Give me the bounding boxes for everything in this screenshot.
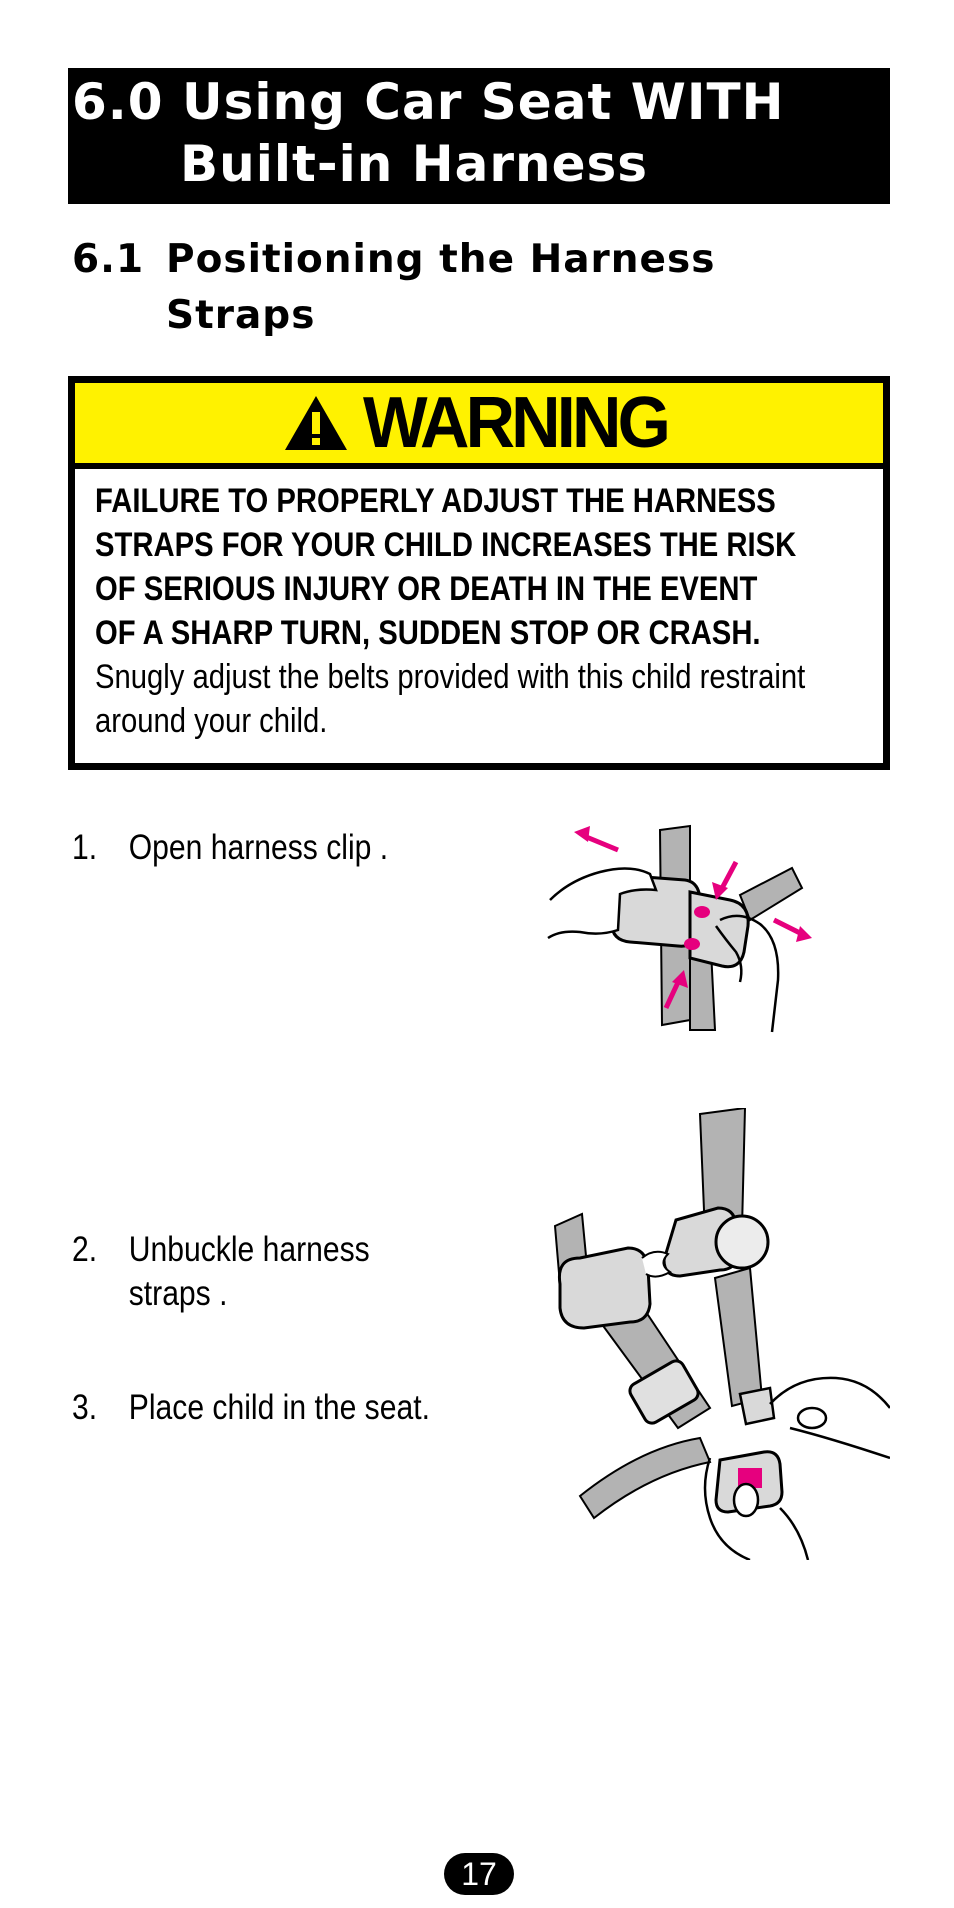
warning-normal-line: around your child. — [95, 702, 328, 740]
warning-title: WARNING — [362, 383, 667, 463]
warning-box — [68, 376, 890, 770]
step-text: straps . — [128, 1274, 228, 1313]
buckle-tongue — [740, 1388, 774, 1424]
clip-release-button — [694, 906, 710, 918]
section-title-line-2: Straps — [166, 293, 316, 338]
warning-bold-line: OF SERIOUS INJURY OR DEATH IN THE EVENT — [95, 570, 758, 608]
warning-bold-line: FAILURE TO PROPERLY ADJUST THE HARNESS — [95, 482, 776, 520]
step-text: Open harness clip . — [128, 828, 389, 867]
clip-left-half — [559, 1248, 650, 1328]
step-number: 2. — [72, 1230, 98, 1269]
strap-lap — [580, 1438, 710, 1518]
right-hand — [770, 1378, 890, 1408]
step-number: 1. — [72, 828, 98, 867]
warning-header — [75, 383, 883, 469]
warning-body — [95, 479, 871, 743]
page-number: 17 — [444, 1853, 514, 1895]
section-number: 6.1 — [72, 237, 145, 282]
warning-bold-line: STRAPS FOR YOUR CHILD INCREASES THE RISK — [95, 526, 797, 564]
step-text: Place child in the seat. — [128, 1388, 430, 1427]
chapter-number: 6.0 — [72, 73, 164, 131]
chapter-title-line-2: Built-in Harness — [180, 135, 649, 193]
step-1 — [72, 826, 388, 870]
step-number: 3. — [72, 1388, 98, 1427]
step-2 — [72, 1228, 370, 1316]
step-text: Unbuckle harness — [128, 1230, 370, 1269]
warning-bold-line: OF A SHARP TURN, SUDDEN STOP OR CRASH. — [95, 614, 761, 652]
harness-clip-illustration — [540, 820, 840, 1045]
section-title-line-1: Positioning the Harness — [166, 237, 716, 282]
strap-right — [740, 868, 802, 920]
chapter-title-line-1: Using Car Seat WITH — [182, 73, 785, 131]
step-3 — [72, 1386, 430, 1430]
section-heading — [72, 232, 715, 344]
chapter-heading — [68, 68, 890, 204]
warning-triangle-icon — [283, 394, 349, 452]
warning-normal-line: Snugly adjust the belts provided with this child restraint — [95, 658, 806, 696]
unbuckle-harness-illustration — [550, 1108, 890, 1560]
